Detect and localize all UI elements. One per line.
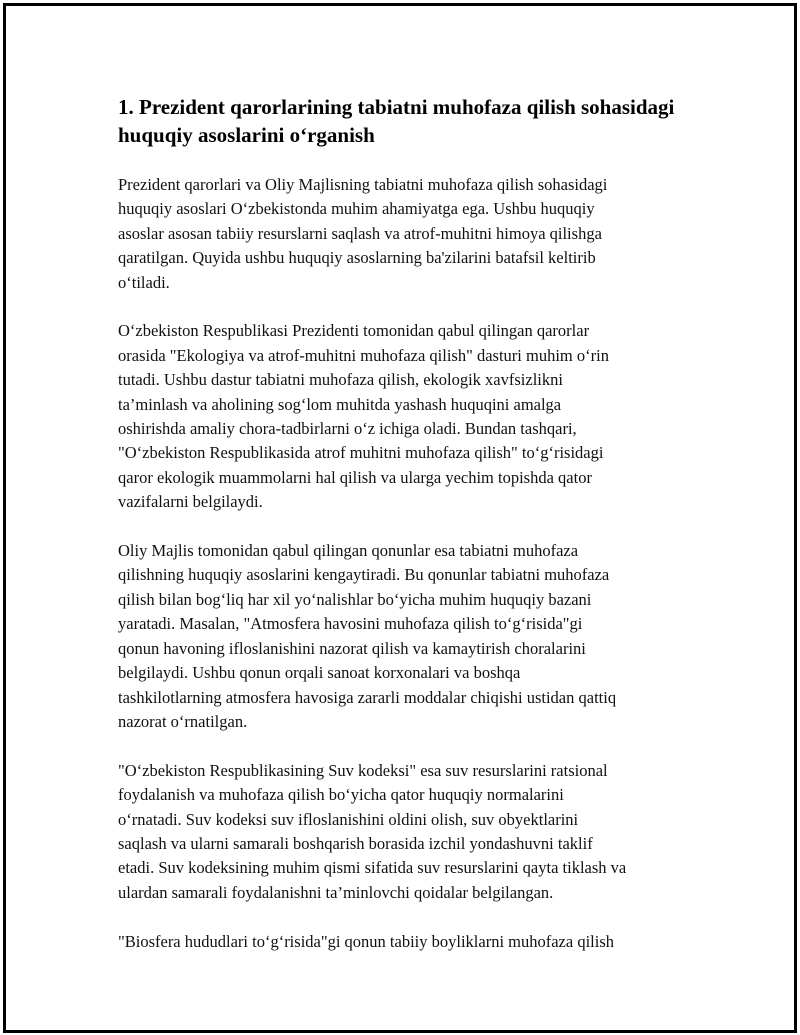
paragraph-1: Prezident qarorlari va Oliy Majlisning tabiatni muhofaza qilish sohasidagi huquqiy asoslari O‘zbekistonda muhim ahamiyatga ega. Ushbu huquqiy asoslar asosan tabiiy resurslarni saqlash va atrof-muhitni himoya qilishga qaratilgan. Quyida ushbu huquqiy asoslarning ba'zilarini batafsil keltirib o‘tiladi. — [118, 175, 608, 292]
paragraph-5: "Biosfera hududlari to‘g‘risida"gi qonun tabiiy boyliklarni muhofaza qilish — [118, 931, 614, 951]
document-body — [118, 93, 688, 978]
paragraph-3: Oliy Majlis tomonidan qabul qilingan qonunlar esa tabiatni muhofaza qilishning huquqiy asoslarini kengaytiradi. Bu qonunlar tabiatni muhofaza qilish bilan bog‘liq har xil yo‘nalishlar bo‘yicha muhim huquqiy bazani yaratadi. Masalan, "Atmosfera havosini muhofaza qilish to‘g‘risida"gi qonun havoning ifloslanishini nazorat qilish va kamaytirish choralarini belgilaydi. Ushbu qonun orqali sanoat korxonalari va boshqa tashkilotlarning atmosfera havosiga zararli moddalar chiqishi ustidan qattiq nazorat o‘rnatilgan. — [118, 541, 617, 731]
section-heading: 1. Prezident qarorlarining tabiatni muhofaza qilish sohasidagi huquqiy asoslarini o‘rganish — [118, 95, 675, 147]
paragraph-4: "O‘zbekiston Respublikasining Suv kodeksi" esa suv resurslarini ratsional foydalanish va muhofaza qilish bo‘yicha qator huquqiy normalarini o‘rnatadi. Suv kodeksi suv ifloslanishini oldini olish, suv obyektlarini saqlash va ularni samarali boshqarish borasida izchil yondashuvni taklif etadi. Suv kodeksining muhim qismi sifatida suv resurslarini qayta tiklash va ulardan samarali foydalanishni ta’minlovchi qoidalar belgilangan. — [118, 760, 627, 902]
paragraph-2: O‘zbekiston Respublikasi Prezidenti tomonidan qabul qilingan qarorlar orasida "Ekologiya va atrof-muhitni muhofaza qilish" dasturi muhim o‘rin tutadi. Ushbu dastur tabiatni muhofaza qilish, ekologik xavfsizlikni ta’minlash va aholining sog‘lom muhitda yashash huquqini amalga oshirishda amaliy chora-tadbirlarni o‘z ichiga oladi. Bundan tashqari, "O‘zbekiston Respublikasida atrof muhitni muhofaza qilish" to‘g‘risidagi qaror ekologik muammolarni hal qilish va ularga yechim topishda qator vazifalarni belgilaydi. — [118, 321, 609, 512]
